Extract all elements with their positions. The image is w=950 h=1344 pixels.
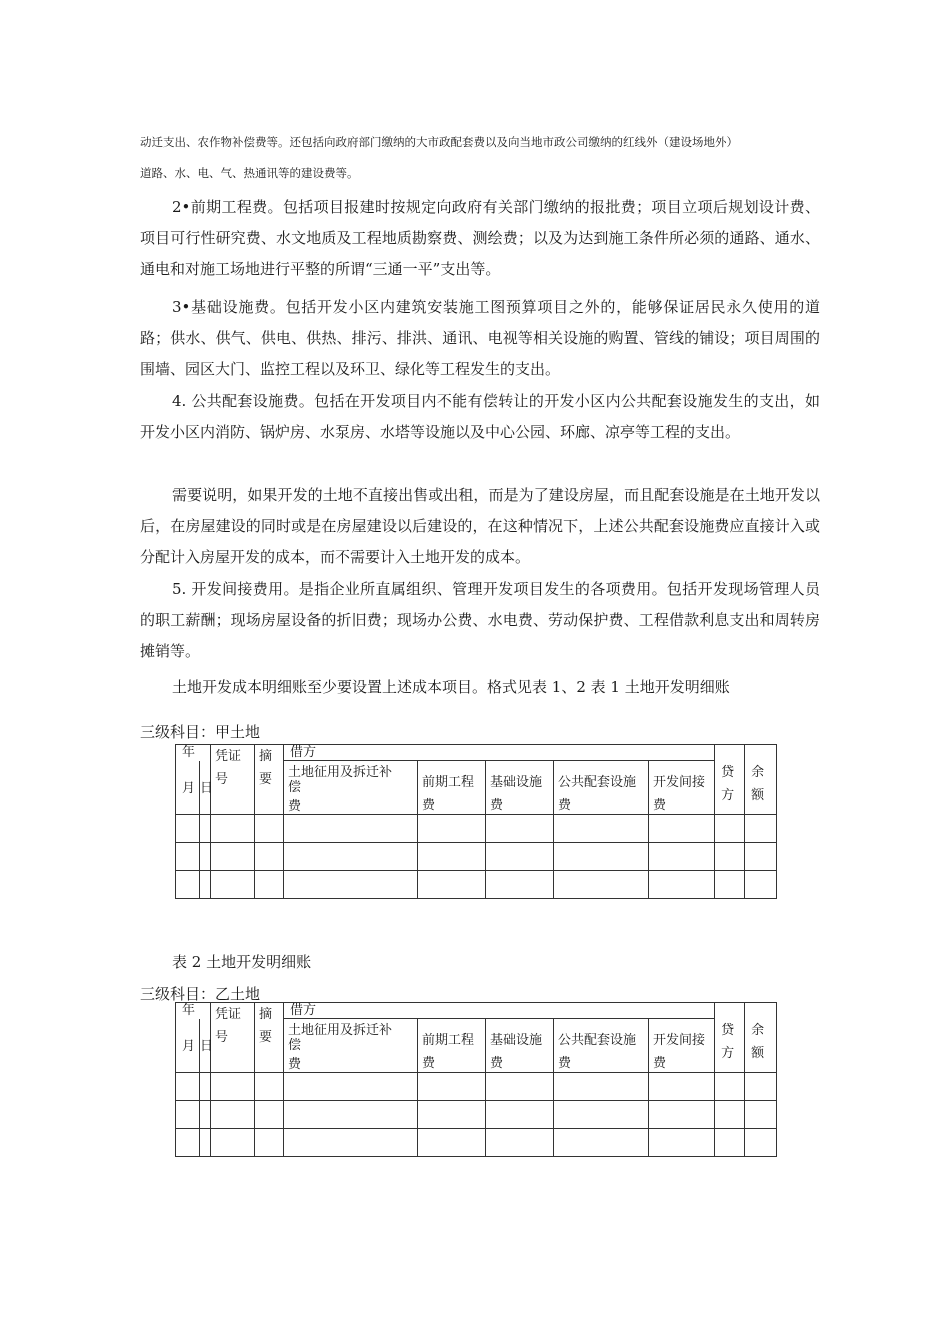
indirect-cost-header: 开发间接 费 [649,761,715,815]
table2-caption: 表 2 土地开发明细账 [172,953,312,971]
table2-subject: 三级科目：乙土地 [140,985,261,1003]
day-header: 日 [200,761,211,815]
preliminary-cost-header: 前期工程 费 [418,1019,486,1073]
infrastructure-cost-header: 基础设施 费 [486,761,554,815]
voucher-header: 凭证 号 [211,1003,255,1073]
summary-header: 摘 要 [255,745,284,815]
table1-subject: 三级科目：甲土地 [140,723,261,741]
table-row [176,1101,777,1129]
day-header: 日 [200,1019,211,1073]
public-facilities-header: 公共配套设施 费 [554,1019,649,1073]
indirect-cost-header: 开发间接 费 [649,1019,715,1073]
credit-header: 贷 方 [715,1003,745,1073]
paragraph-indirect-cost: 5. 开发间接费用。是指企业所直属组织、管理开发项目发生的各项费用。包括开发现场管理人员的职工薪酬；现场房屋设备的折旧费；现场办公费、水电费、劳动保护费、工程借款利息支出和周转房摊销等。 [140,580,820,660]
credit-header: 贷 方 [715,745,745,815]
infrastructure-cost-header: 基础设施 费 [486,1019,554,1073]
balance-header: 余 额 [745,1003,777,1073]
public-facilities-header: 公共配套设施 费 [554,761,649,815]
preliminary-cost-header: 前期工程 费 [418,761,486,815]
ledger-table-2 [175,1002,777,1157]
balance-header: 余 额 [745,745,777,815]
table-row [176,1129,777,1157]
table-row [176,1073,777,1101]
intro-line-2: 道路、水、电、气、热通讯等的建设费等。 [140,166,359,180]
debit-header: 借方 [284,745,715,761]
voucher-header: 凭证 号 [211,745,255,815]
table-row [176,843,777,871]
table-row [176,871,777,899]
paragraph-explanation: 需要说明，如果开发的土地不直接出售或出租，而是为了建设房屋，而且配套设施是在土地开发以后，在房屋建设的同时或是在房屋建设以后建设的，在这种情况下，上述公共配套设施费应直接计入或分配计入房屋开发的成本，而不需要计入土地开发的成本。 [140,486,820,566]
intro-line-1: 动迁支出、农作物补偿费等。还包括向政府部门缴纳的大市政配套费以及向当地市政公司缴纳的红线外（建设场地外） [140,135,738,149]
land-acquisition-header: 土地征用及拆迁补 偿 费 [284,761,418,815]
paragraph-infrastructure-cost: 3•基础设施费。包括开发小区内建筑安装施工图预算项目之外的，能够保证居民永久使用的道路；供水、供气、供电、供热、排污、排洪、通讯、电视等相关设施的购置、管线的铺设；项目周围的围墙、园区大门、监控工程以及环卫、绿化等工程发生的支出。 [140,298,820,378]
year-header: 年 [176,1003,211,1019]
paragraph-public-facilities-cost: 4. 公共配套设施费。包括在开发项目内不能有偿转让的开发小区内公共配套设施发生的支出，如开发小区内消防、锅炉房、水泵房、水塔等设施以及中心公园、环廊、凉亭等工程的支出。 [140,392,820,441]
table-row [176,815,777,843]
ledger-table-1 [175,744,777,899]
summary-header: 摘 要 [255,1003,284,1073]
paragraph-preliminary-cost: 2•前期工程费。包括项目报建时按规定向政府有关部门缴纳的报批费；项目立项后规划设计费、项目可行性研究费、水文地质及工程地质勘察费、测绘费；以及为达到施工条件所必须的通路、通水、通电和对施工场地进行平整的所谓“三通一平”支出等。 [140,198,820,278]
month-header: 月 [176,761,200,815]
land-acquisition-header: 土地征用及拆迁补 偿 费 [284,1019,418,1073]
summary-line: 土地开发成本明细账至少要设置上述成本项目。格式见表 1、2 表 1 土地开发明细账 [172,678,730,696]
year-header: 年 [176,745,211,761]
debit-header: 借方 [284,1003,715,1019]
month-header: 月 [176,1019,200,1073]
